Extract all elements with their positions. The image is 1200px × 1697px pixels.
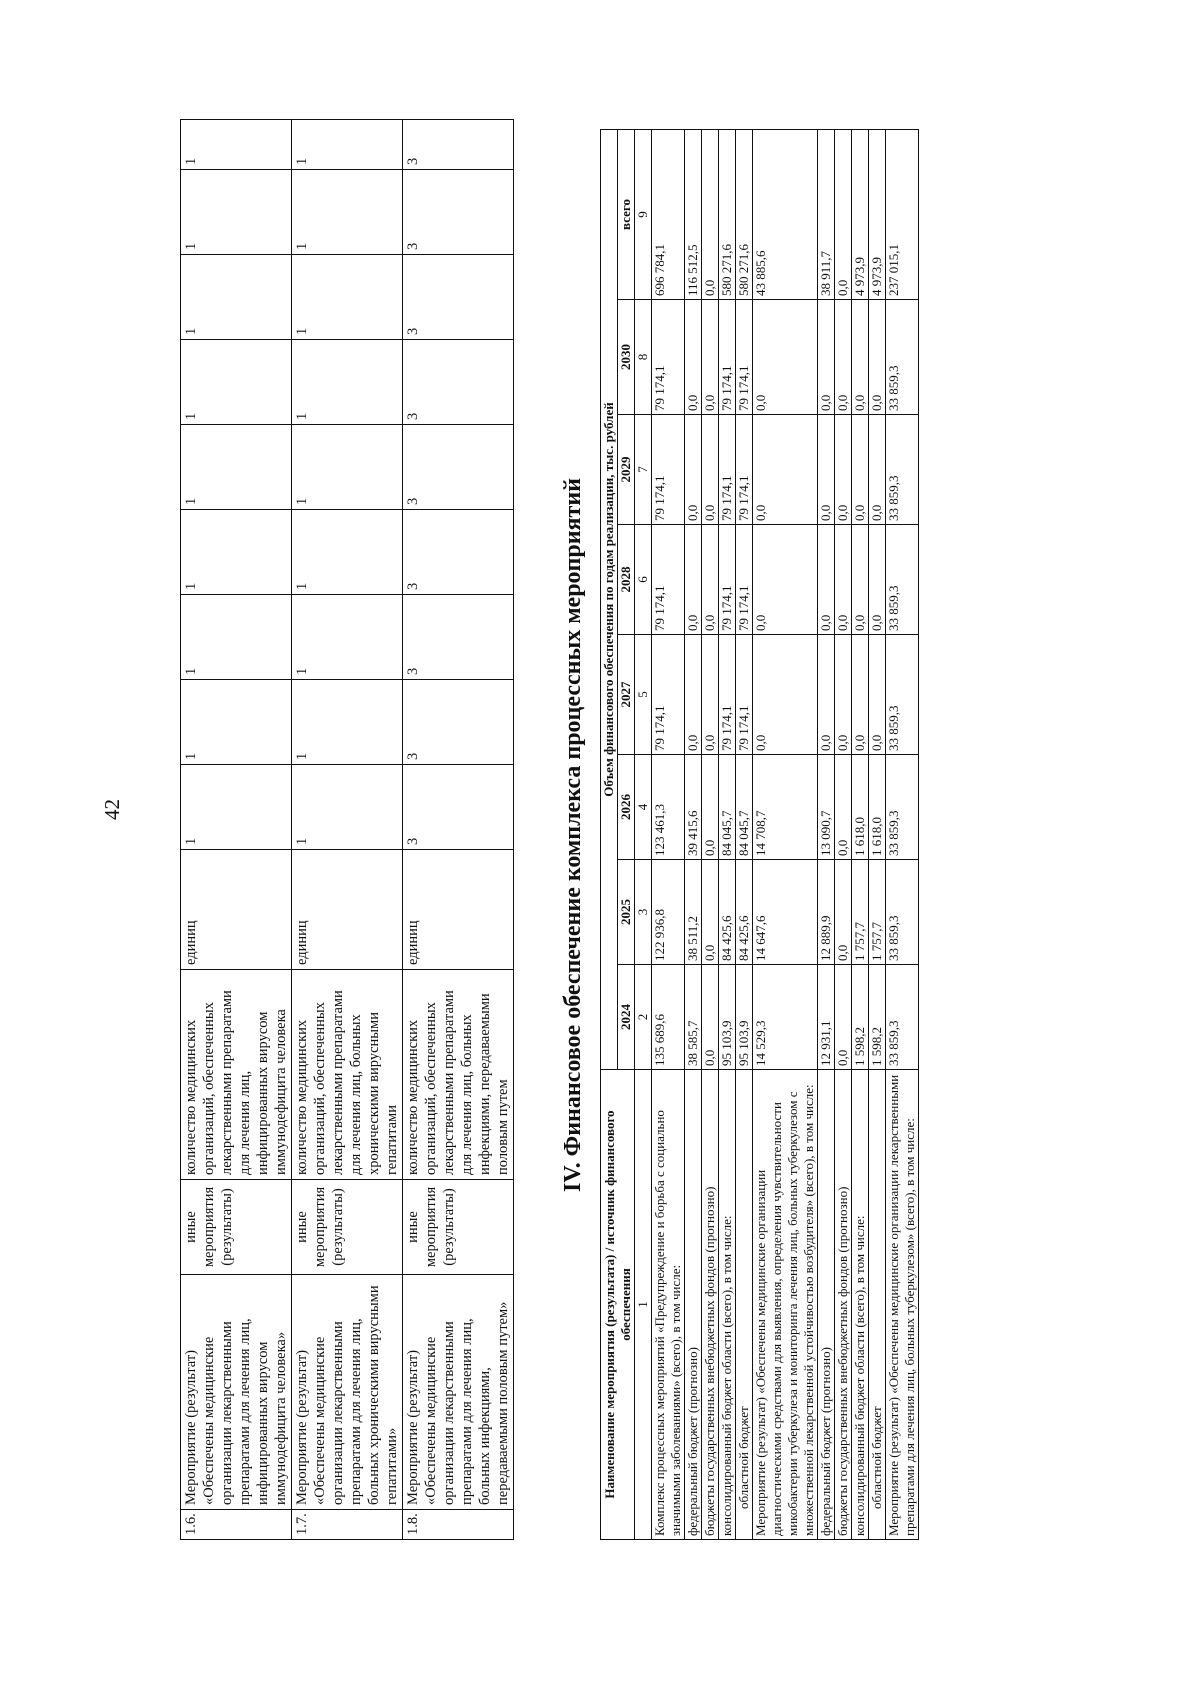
finance-value: 79 174,1: [736, 635, 753, 755]
year-header: 2027: [618, 635, 635, 755]
finance-value: 1 618,0: [869, 755, 886, 860]
finance-value: 0,0: [835, 755, 852, 860]
indicator-value: 3: [403, 255, 514, 340]
finance-header-volume: Объем финансового обеспечения по годам реализации, тыс. рублей: [601, 129, 618, 1069]
finance-row-label: федеральный бюджет (прогнозно): [818, 1070, 835, 1540]
finance-value: 33 859,3: [886, 300, 919, 415]
finance-value: 0,0: [702, 300, 719, 415]
column-index: 8: [635, 300, 652, 415]
finance-value: 116 512,5: [685, 129, 702, 299]
year-header: 2025: [618, 860, 635, 965]
finance-value: 12 931,1: [818, 965, 835, 1070]
finance-value: 0,0: [818, 300, 835, 415]
measure-type: иные мероприятия (результаты): [181, 1180, 292, 1275]
column-index: 9: [635, 129, 652, 299]
finance-value: 84 045,7: [719, 755, 736, 860]
finance-value: 33 859,3: [886, 415, 919, 525]
section-title: IV. Финансовое обеспечение комплекса процессных мероприятий: [560, 478, 586, 1192]
column-index: 4: [635, 755, 652, 860]
finance-value: 123 461,3: [652, 755, 685, 860]
finance-row: [818, 129, 835, 1539]
indicator-name: количество медицинских организаций, обеспеченных лекарственными препаратами для лечения лиц, больных инфекциями, передаваемыми половым путем: [403, 970, 514, 1180]
finance-value: 0,0: [685, 635, 702, 755]
finance-value: 0,0: [869, 635, 886, 755]
finance-value: 580 271,6: [736, 129, 753, 299]
finance-row-label: Мероприятие (результат) «Обеспечены медицинские организации диагностическими средствами для выявления, определения чувствительности микобактерии туберкулеза и мониторинга лечения лиц, больных туберкулезом с множественной лекарственной устойчивостью возбудителя» (всего), в том числе:: [753, 1070, 818, 1540]
finance-value: 79 174,1: [736, 415, 753, 525]
row-number: 1.7.: [292, 1510, 403, 1540]
results-row: [181, 120, 292, 1540]
indicator-value: 1: [181, 595, 292, 680]
finance-value: 0,0: [702, 129, 719, 299]
finance-value: 1 618,0: [852, 755, 869, 860]
indicator-value: 3: [403, 120, 514, 170]
unit: единиц: [292, 850, 403, 970]
finance-value: 0,0: [702, 755, 719, 860]
column-index: 6: [635, 525, 652, 635]
finance-row: [719, 129, 736, 1539]
finance-row-label: консолидированный бюджет области (всего), в том числе:: [719, 1070, 736, 1540]
finance-row-label: бюджеты государственных внебюджетных фондов (прогнозно): [702, 1070, 719, 1540]
finance-value: 4 973,9: [869, 129, 886, 299]
indicator-value: 3: [403, 170, 514, 255]
column-index: 5: [635, 635, 652, 755]
finance-value: 0,0: [702, 525, 719, 635]
indicator-value: 1: [181, 765, 292, 850]
finance-value: 79 174,1: [652, 525, 685, 635]
column-index-row: [635, 129, 652, 1539]
finance-value: 14 708,7: [753, 755, 818, 860]
finance-row: [652, 129, 685, 1539]
finance-value: 33 859,3: [886, 525, 919, 635]
indicator-value: 3: [403, 680, 514, 765]
year-header: 2026: [618, 755, 635, 860]
indicator-value: 1: [292, 595, 403, 680]
finance-row-label: областной бюджет: [869, 1070, 886, 1540]
indicator-value: 3: [403, 595, 514, 680]
finance-value: 0,0: [869, 300, 886, 415]
finance-value: 0,0: [852, 300, 869, 415]
finance-value: 38 511,2: [685, 860, 702, 965]
finance-value: 696 784,1: [652, 129, 685, 299]
indicator-value: 1: [181, 120, 292, 170]
finance-value: 0,0: [835, 300, 852, 415]
indicator-value: 1: [292, 510, 403, 595]
finance-value: 95 103,9: [719, 965, 736, 1070]
indicator-value: 1: [292, 120, 403, 170]
finance-value: 0,0: [753, 415, 818, 525]
finance-value: 13 090,7: [818, 755, 835, 860]
results-table: [180, 119, 514, 1540]
finance-value: 12 889,9: [818, 860, 835, 965]
finance-value: 43 885,6: [753, 129, 818, 299]
finance-value: 0,0: [702, 965, 719, 1070]
finance-value: 79 174,1: [652, 415, 685, 525]
finance-value: 0,0: [685, 300, 702, 415]
finance-row-label: областной бюджет: [736, 1070, 753, 1540]
indicator-value: 1: [292, 340, 403, 425]
indicator-value: 1: [181, 510, 292, 595]
finance-row-label: федеральный бюджет (прогнозно): [685, 1070, 702, 1540]
finance-header-name: Наименование мероприятия (результата) / источник финансового обеспечения: [601, 1070, 635, 1540]
finance-value: 4 973,9: [852, 129, 869, 299]
finance-row: [685, 129, 702, 1539]
finance-row: [835, 129, 852, 1539]
measure-name: Мероприятие (результат) «Обеспечены медицинские организации лекарственными препаратами для лечения лиц, инфицированных вирусом иммунодефицита человека»: [181, 1275, 292, 1510]
finance-value: 0,0: [702, 415, 719, 525]
finance-row: [886, 129, 919, 1539]
finance-value: 0,0: [835, 129, 852, 299]
finance-value: 1 598,2: [852, 965, 869, 1070]
finance-row: [753, 129, 818, 1539]
indicator-value: 1: [181, 425, 292, 510]
measure-name: Мероприятие (результат) «Обеспечены медицинские организации лекарственными препаратами для лечения лиц, больных хроническими вирусными гепатитами»: [292, 1275, 403, 1510]
measure-name: Мероприятие (результат) «Обеспечены медицинские организации лекарственными препаратами для лечения лиц, больных инфекциями, передаваемыми половым путем»: [403, 1275, 514, 1510]
finance-row-label: консолидированный бюджет области (всего), в том числе:: [852, 1070, 869, 1540]
indicator-name: количество медицинских организаций, обеспеченных лекарственными препаратами для лечения лиц, больных хроническими вирусными гепатитами: [292, 970, 403, 1180]
finance-value: 14 529,3: [753, 965, 818, 1070]
finance-value: 237 015,1: [886, 129, 919, 299]
year-header: 2029: [618, 415, 635, 525]
finance-value: 0,0: [835, 415, 852, 525]
results-row: [292, 120, 403, 1540]
finance-value: 38 911,7: [818, 129, 835, 299]
indicator-value: 1: [292, 765, 403, 850]
finance-value: 79 174,1: [719, 300, 736, 415]
finance-value: 0,0: [835, 860, 852, 965]
indicator-value: 3: [403, 425, 514, 510]
finance-table: [600, 129, 919, 1540]
indicator-value: 3: [403, 340, 514, 425]
row-number: 1.6.: [181, 1510, 292, 1540]
finance-value: 122 936,8: [652, 860, 685, 965]
finance-value: 580 271,6: [719, 129, 736, 299]
indicator-value: 1: [181, 680, 292, 765]
finance-value: 79 174,1: [652, 635, 685, 755]
indicator-value: 1: [292, 255, 403, 340]
row-number: 1.8.: [403, 1510, 514, 1540]
results-row: [403, 120, 514, 1540]
finance-value: 39 415,6: [685, 755, 702, 860]
finance-value: 0,0: [852, 525, 869, 635]
indicator-value: 1: [181, 170, 292, 255]
indicator-value: 1: [292, 170, 403, 255]
finance-value: 0,0: [835, 525, 852, 635]
finance-value: 84 425,6: [719, 860, 736, 965]
finance-value: 14 647,6: [753, 860, 818, 965]
year-header: всего: [618, 129, 635, 299]
finance-value: 1 598,2: [869, 965, 886, 1070]
finance-value: 0,0: [869, 525, 886, 635]
year-header: 2030: [618, 300, 635, 415]
finance-value: 0,0: [702, 635, 719, 755]
finance-row: [852, 129, 869, 1539]
finance-value: 0,0: [685, 525, 702, 635]
unit: единиц: [181, 850, 292, 970]
finance-value: 33 859,3: [886, 635, 919, 755]
finance-value: 0,0: [702, 860, 719, 965]
column-index: 3: [635, 860, 652, 965]
finance-value: 84 425,6: [736, 860, 753, 965]
indicator-name: количество медицинских организаций, обеспеченных лекарственными препаратами для лечения лиц, инфицированных вирусом иммунодефицита человека: [181, 970, 292, 1180]
finance-value: 33 859,3: [886, 755, 919, 860]
finance-value: 0,0: [869, 415, 886, 525]
finance-value: 79 174,1: [736, 300, 753, 415]
indicator-value: 1: [181, 255, 292, 340]
finance-value: 84 045,7: [736, 755, 753, 860]
finance-value: 0,0: [753, 525, 818, 635]
finance-value: 135 689,6: [652, 965, 685, 1070]
finance-row: [736, 129, 753, 1539]
column-index: 2: [635, 965, 652, 1070]
finance-value: 0,0: [753, 300, 818, 415]
finance-value: 0,0: [818, 525, 835, 635]
finance-value: 0,0: [818, 635, 835, 755]
rotated-page-content: [180, 130, 1050, 1540]
finance-value: 1 757,7: [869, 860, 886, 965]
finance-row-label: Мероприятие (результат) «Обеспечены медицинские организации лекарственными препаратами для лечения лиц, больных туберкулезом» (всего), в том числе:: [886, 1070, 919, 1540]
finance-value: 1 757,7: [852, 860, 869, 965]
finance-value: 79 174,1: [652, 300, 685, 415]
finance-value: 33 859,3: [886, 860, 919, 965]
indicator-value: 1: [292, 680, 403, 765]
measure-type: иные мероприятия (результаты): [403, 1180, 514, 1275]
measure-type: иные мероприятия (результаты): [292, 1180, 403, 1275]
indicator-value: 1: [181, 340, 292, 425]
finance-value: 79 174,1: [736, 525, 753, 635]
finance-row-label: бюджеты государственных внебюджетных фондов (прогнозно): [835, 1070, 852, 1540]
finance-row-label: Комплекс процессных мероприятий «Предупреждение и борьба с социально значимыми заболеваниями» (всего), в том числе:: [652, 1070, 685, 1540]
page-number: 42: [100, 799, 124, 820]
finance-value: 0,0: [835, 635, 852, 755]
unit: единиц: [403, 850, 514, 970]
finance-value: 79 174,1: [719, 415, 736, 525]
finance-row: [869, 129, 886, 1539]
finance-value: 0,0: [852, 415, 869, 525]
finance-value: 38 585,7: [685, 965, 702, 1070]
finance-value: 95 103,9: [736, 965, 753, 1070]
finance-value: 79 174,1: [719, 525, 736, 635]
finance-value: 0,0: [852, 635, 869, 755]
finance-value: 79 174,1: [719, 635, 736, 755]
finance-value: 0,0: [685, 415, 702, 525]
indicator-value: 3: [403, 765, 514, 850]
finance-value: 33 859,3: [886, 965, 919, 1070]
year-header: 2024: [618, 965, 635, 1070]
finance-value: 0,0: [835, 965, 852, 1070]
indicator-value: 3: [403, 510, 514, 595]
indicator-value: 1: [292, 425, 403, 510]
finance-row: [702, 129, 719, 1539]
year-header: 2028: [618, 525, 635, 635]
column-index: 1: [635, 1070, 652, 1540]
finance-value: 0,0: [753, 635, 818, 755]
finance-value: 0,0: [818, 415, 835, 525]
column-index: 7: [635, 415, 652, 525]
